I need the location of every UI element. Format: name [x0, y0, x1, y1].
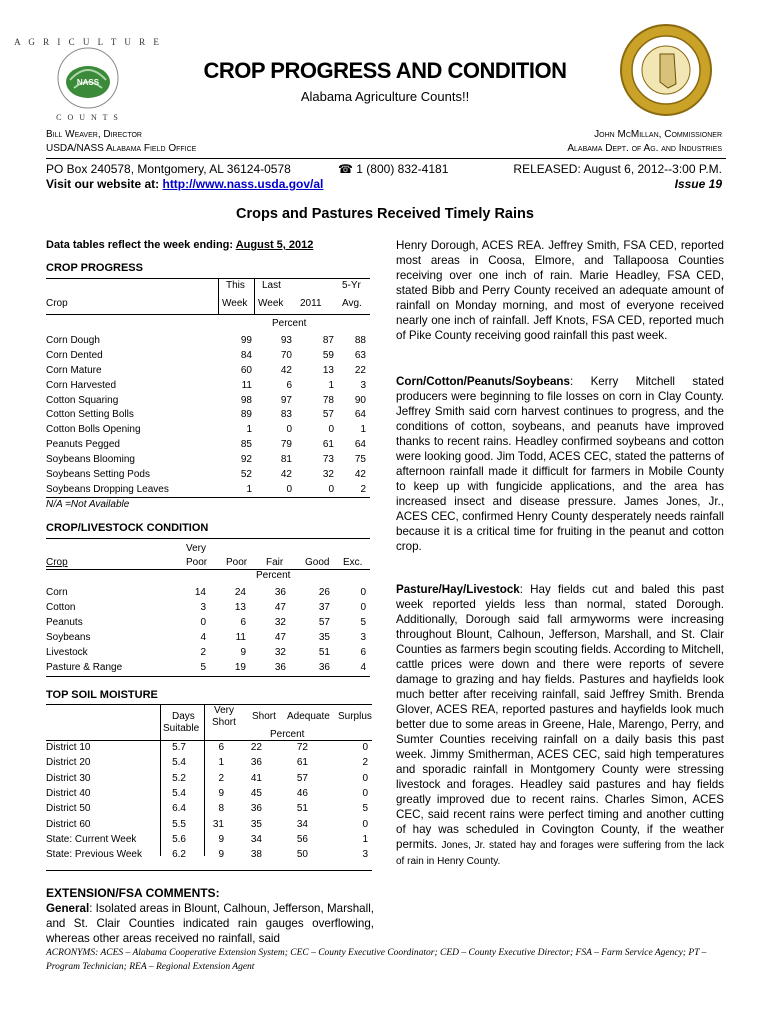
cond-cell: 3 — [360, 632, 366, 643]
cp-cell: 1 — [360, 424, 366, 436]
cond-cell: 6 — [360, 647, 366, 658]
week-ending-date: August 5, 2012 — [235, 239, 314, 251]
cp-cell: 1 — [246, 424, 252, 436]
soil-cell: 35 — [250, 818, 262, 830]
issue-number: Issue 19 — [674, 177, 722, 191]
soil-cell: 38 — [250, 849, 262, 861]
cond-head-fair: Fair — [266, 557, 284, 568]
soil-cell: 34 — [296, 818, 308, 830]
soil-row — [46, 816, 368, 831]
cp-cell: 0 — [328, 424, 334, 436]
soil-cell: 1 — [362, 833, 368, 845]
soil-cell: 34 — [250, 833, 262, 845]
cp-head-5yr: 5-Yr — [342, 280, 361, 291]
cp-cell: 32 — [322, 468, 334, 480]
soil-head-short: Short — [252, 711, 276, 722]
cp-cell: 78 — [322, 394, 334, 406]
cp-cell: 57 — [322, 409, 334, 421]
general-label: General — [46, 902, 90, 915]
cond-cell: 47 — [274, 602, 286, 613]
soil-cell: 46 — [296, 788, 308, 800]
cp-cell: 3 — [360, 379, 366, 391]
cond-cell: 6 — [240, 617, 246, 628]
cp-note: N/A =Not Available — [46, 499, 130, 510]
cp-head-2011: 2011 — [300, 298, 322, 309]
cond-cell: 47 — [274, 632, 286, 643]
cp-bottom-rule — [46, 497, 370, 498]
cp-cell: 89 — [240, 409, 252, 421]
cp-cell: 97 — [280, 394, 292, 406]
cond-cell: 9 — [240, 647, 246, 658]
cp-cell: 22 — [354, 364, 366, 376]
cp-cell: 60 — [240, 364, 252, 376]
cp-cell: 88 — [354, 334, 366, 346]
cp-head-avg: Avg. — [342, 298, 362, 309]
cond-bottom-rule — [46, 676, 370, 677]
cp-cell: 52 — [240, 468, 252, 480]
cp-head-last: Last — [262, 280, 281, 291]
soil-title: TOP SOIL MOISTURE — [46, 689, 158, 701]
p3-text: : Hay fields cut and baled this past week reported yields less than normal, stated Dorough. Additionally, Dorough said fall armyworms were increasing throughout Blount, Calhoun, Jefferson, Marshall, and St. Clair Counties as farmers begin scouting fields. According to Mitchell, cattle prices were down and there were reports of severe damage to grazing and hay fields. Pastures and hayfields look much better after receiving rainfall, said Jeffrey Smith. Brenda Glover, ACES REA, reported pastures and hayfields look much better due to some areas in Greene, Hale, Marengo, Perry, and Sumter Counties receiving rainfall on a daily basis this past week. Jimmy Smitherman, ACES CEC, said high temperatures and sporadic rainfall in Montgomery County were stressing livestock and forages. Headley said pastures and hay fields greatly improved due to recent rains. Charles Simon, ACES CEC, said recent rains were perfect timing and another cutting of hay was scheduled in Covington County, if the weather permits. — [396, 583, 725, 851]
website — [46, 177, 323, 191]
cp-row — [46, 467, 366, 482]
cp-row — [46, 452, 366, 467]
cond-cell: 11 — [235, 632, 246, 643]
cp-cell: Soybeans Blooming — [46, 454, 135, 466]
cond-cell: 36 — [318, 662, 330, 673]
cond-row — [46, 600, 366, 615]
cp-cell: 93 — [280, 334, 292, 346]
p3-small: Jones, Jr. stated hay and forages were suffering from the lack of rain in Henry County. — [396, 840, 724, 867]
cp-row — [46, 378, 366, 393]
cond-head-poor: Poor — [226, 557, 248, 568]
soil-cell: 5.5 — [172, 818, 186, 830]
cp-head-week2: Week — [258, 298, 284, 309]
cond-cell: 3 — [200, 602, 206, 613]
soil-cell: 0 — [362, 788, 368, 800]
acronyms: ACRONYMS: ACES – Alabama Cooperative Extension System; CEC – County Executive Coordinator; CED – County Executive Director; FSA – Farm Service Agency; PT – Program Technician; REA – Regional Extension Agent — [46, 948, 707, 972]
soil-row — [46, 847, 368, 862]
soil-cell: 5 — [362, 803, 368, 815]
cp-cell: 61 — [322, 439, 334, 451]
cond-head-crop: Crop — [46, 557, 68, 568]
crop-progress-title: CROP PROGRESS — [46, 262, 143, 274]
soil-cell: 6.4 — [172, 803, 186, 815]
cp-cell: 2 — [360, 483, 366, 495]
soil-cell: 8 — [218, 803, 224, 815]
soil-cell: 31 — [212, 818, 224, 830]
cond-cell: Soybeans — [46, 632, 91, 643]
cond-cell: 19 — [234, 662, 246, 673]
cp-cell: Cotton Squaring — [46, 394, 119, 406]
week-ending — [46, 239, 313, 251]
soil-cell: 6 — [218, 742, 224, 754]
cond-cell: 36 — [274, 662, 286, 673]
soil-cell: 72 — [296, 742, 308, 754]
soil-cell: 61 — [296, 757, 308, 769]
soil-cell: 5.4 — [172, 757, 186, 769]
right-p3 — [396, 582, 724, 869]
cond-cell: 0 — [360, 587, 366, 598]
page-title: CROP PROGRESS AND CONDITION — [203, 58, 567, 83]
cond-cell: 37 — [318, 602, 330, 613]
soil-row — [46, 832, 368, 847]
week-ending-label: Data tables reflect the week ending: — [46, 239, 234, 251]
cp-cell: 0 — [286, 424, 292, 436]
general-text: : Isolated areas in Blount, Calhoun, Jefferson, Marshall, and St. Clair Counties indicated rain gauges overflowing, whereas other areas received no rainfall, said — [46, 902, 374, 945]
soil-table — [46, 740, 368, 862]
cond-row — [46, 645, 366, 660]
director-name: Bill Weaver, Director — [46, 129, 142, 140]
p2-text: : Kerry Mitchell stated producers were beginning to file losses on corn in Clay County. Jeffrey Smith said corn harvest continues to progress, and the conditions of cotton, soybeans, and peanuts have improved thanks to recent rains. Headley confirmed soybeans and cotton were looking good. Jim Todd, ACES CEC, stated the patterns of afternoon rainfall made it difficult for farmers in Mobile County to keep up with fungicide applications, and the area has increased insect and disease pressure. James Jones, Jr., ACES CEC, confirmed Henry County desperately needs rainfall because it is a critical time for fruiting in the peanut and cotton crop. — [396, 375, 724, 553]
soil-head-surplus: Surplus — [338, 711, 372, 722]
soil-header — [46, 704, 372, 740]
soil-cell: 5.7 — [172, 742, 186, 754]
cond-head-exc: Exc. — [343, 557, 363, 568]
cp-cell: 42 — [280, 364, 292, 376]
cond-head-vpoor: Poor — [186, 557, 208, 568]
cond-cell: 5 — [200, 662, 206, 673]
soil-cell: 2 — [362, 757, 368, 769]
right-p1: Henry Dorough, ACES REA. Jeffrey Smith, FSA CED, reported most areas in Coosa, Elmore, and Tallapoosa Counties receiving over one inch of rain. Marie Headley, FSA CED, stated Bibb and Perry County received an adequate amount of rainfall on Monday morning, and most of everyone received nearly one inch of rainfall. Jeff Knots, FSA CED, reported much of Pike County receiving good rainfall this past week. — [396, 239, 724, 342]
cp-cell: 79 — [280, 439, 292, 451]
cp-cell: Corn Mature — [46, 364, 102, 376]
cond-head-very: Very — [186, 543, 207, 554]
cond-rule2 — [46, 569, 370, 570]
phone-icon: ☎ — [338, 162, 353, 176]
p3-label: Pasture/Hay/Livestock — [396, 583, 520, 596]
p2-label: Corn/Cotton/Peanuts/Soybeans — [396, 375, 570, 388]
released: RELEASED: August 6, 2012--3:00 P.M. — [513, 162, 722, 176]
soil-row — [46, 755, 368, 770]
cond-cell: 2 — [200, 647, 206, 658]
cp-cell: 13 — [322, 364, 334, 376]
cp-row — [46, 363, 366, 378]
cond-cell: 0 — [360, 602, 366, 613]
soil-cell: 9 — [218, 788, 224, 800]
soil-cell: 0 — [362, 818, 368, 830]
website-label: Visit our website at: — [46, 177, 160, 191]
cond-cell: 24 — [234, 587, 246, 598]
cp-cell: 1 — [246, 483, 252, 495]
cp-head-crop: Crop — [46, 298, 68, 309]
soil-row — [46, 771, 368, 786]
cond-rule — [46, 538, 370, 539]
cond-cell: 0 — [200, 617, 206, 628]
phone — [338, 162, 448, 176]
cp-cell: 0 — [328, 483, 334, 495]
cp-cell: 6 — [286, 379, 292, 391]
cp-cell: 73 — [322, 454, 334, 466]
cond-cell: 57 — [318, 617, 330, 628]
cp-cell: Cotton Bolls Opening — [46, 424, 141, 436]
soil-cell: District 30 — [46, 772, 91, 784]
cp-head-week1: Week — [222, 298, 248, 309]
headline: Crops and Pastures Received Timely Rains — [236, 206, 534, 222]
soil-cell: 9 — [218, 833, 224, 845]
soil-cell: 5.2 — [172, 772, 186, 784]
cp-cell: Peanuts Pegged — [46, 439, 120, 451]
soil-cell: District 20 — [46, 757, 91, 769]
cond-cell: Livestock — [46, 647, 88, 658]
cond-row — [46, 630, 366, 645]
cp-cell: 83 — [280, 409, 292, 421]
soil-cell: 45 — [250, 788, 262, 800]
extension-title: EXTENSION/FSA COMMENTS: — [46, 886, 220, 900]
soil-cell: 6.2 — [172, 849, 186, 861]
soil-cell: 56 — [296, 833, 308, 845]
commissioner-office: Alabama Dept. of Ag. and Industries — [567, 143, 722, 154]
cond-cell: 32 — [274, 617, 286, 628]
cond-cell: 51 — [318, 647, 330, 658]
cond-cell: Peanuts — [46, 617, 83, 628]
cp-cell: Soybeans Dropping Leaves — [46, 483, 169, 495]
soil-cell: 22 — [250, 742, 262, 754]
cond-cell: 36 — [274, 587, 286, 598]
cp-cell: 85 — [240, 439, 252, 451]
cp-cell: Corn Dough — [46, 334, 100, 346]
soil-cell: 1 — [218, 757, 224, 769]
cp-cell: 81 — [280, 454, 292, 466]
crop-progress-header — [46, 280, 370, 316]
cp-cell: 63 — [354, 349, 366, 361]
cp-cell: 90 — [354, 394, 366, 406]
cond-cell: 35 — [318, 632, 330, 643]
soil-cell: District 50 — [46, 803, 91, 815]
cp-row — [46, 393, 366, 408]
cp-cell: 59 — [322, 349, 334, 361]
cp-unit: Percent — [272, 318, 307, 329]
crop-progress-table — [46, 333, 366, 497]
header-divider — [46, 158, 726, 159]
cp-cell: 92 — [240, 454, 252, 466]
cp-cell: 99 — [240, 334, 252, 346]
soil-cell: 0 — [362, 772, 368, 784]
phone-number: 1 (800) 832-4181 — [356, 162, 449, 176]
soil-cell: 3 — [362, 849, 368, 861]
crop-progress-rule — [46, 278, 370, 279]
soil-cell: 36 — [250, 757, 262, 769]
cp-cell: 64 — [354, 409, 366, 421]
soil-cell: District 10 — [46, 742, 91, 754]
address: PO Box 240578, Montgomery, AL 36124-0578 — [46, 162, 291, 176]
cp-cell: 75 — [354, 454, 366, 466]
soil-row — [46, 786, 368, 801]
soil-cell: 36 — [250, 803, 262, 815]
cp-cell: 87 — [322, 334, 334, 346]
soil-head-very: Very — [214, 705, 235, 716]
cond-cell: 4 — [200, 632, 206, 643]
soil-cell: 0 — [362, 742, 368, 754]
cp-cell: 0 — [286, 483, 292, 495]
website-link[interactable]: http://www.nass.usda.gov/al — [162, 177, 324, 191]
condition-table — [46, 585, 366, 675]
cond-cell: 4 — [360, 662, 366, 673]
cp-cell: Soybeans Setting Pods — [46, 468, 150, 480]
soil-cell: 5.4 — [172, 788, 186, 800]
cp-row — [46, 437, 366, 452]
cond-cell: 5 — [360, 617, 366, 628]
cp-row — [46, 333, 366, 348]
cond-cell: Corn — [46, 587, 68, 598]
soil-unit: Percent — [270, 729, 305, 740]
cp-row — [46, 407, 366, 422]
cp-cell: 70 — [280, 349, 292, 361]
soil-cell: 57 — [296, 772, 308, 784]
soil-cell: 5.6 — [172, 833, 186, 845]
soil-cell: 9 — [218, 849, 224, 861]
cp-row — [46, 422, 366, 437]
soil-bottom-rule — [46, 870, 372, 871]
cp-cell: 98 — [240, 394, 252, 406]
cp-cell: 42 — [280, 468, 292, 480]
soil-cell: State: Previous Week — [46, 849, 142, 861]
cp-rule2 — [46, 314, 370, 315]
cond-cell: 26 — [318, 587, 330, 598]
director-office: USDA/NASS Alabama Field Office — [46, 143, 197, 154]
soil-head-vshort: Short — [212, 717, 236, 728]
cp-vline — [254, 278, 255, 314]
cp-cell: 84 — [240, 349, 252, 361]
cond-cell: 32 — [274, 647, 286, 658]
soil-cell: District 40 — [46, 788, 91, 800]
soil-cell: State: Current Week — [46, 833, 137, 845]
cp-cell: Corn Dented — [46, 349, 103, 361]
cond-cell: Pasture & Range — [46, 662, 123, 673]
soil-cell: 2 — [218, 772, 224, 784]
cp-cell: Corn Harvested — [46, 379, 117, 391]
nass-badge: NASS — [76, 78, 100, 87]
soil-cell: District 60 — [46, 818, 91, 830]
cond-row — [46, 615, 366, 630]
cond-cell: Cotton — [46, 602, 76, 613]
cp-head-this: This — [226, 280, 245, 291]
cp-cell: 1 — [328, 379, 334, 391]
commissioner-name: John McMillan, Commissioner — [594, 129, 722, 140]
soil-cell: 50 — [296, 849, 308, 861]
page-subtitle: Alabama Agriculture Counts!! — [300, 89, 470, 104]
soil-cell: 41 — [250, 772, 262, 784]
cond-cell: 13 — [234, 602, 246, 613]
soil-head-adequate: Adequate — [287, 711, 330, 722]
right-p2 — [396, 374, 724, 554]
cp-cell: 64 — [354, 439, 366, 451]
extension-general — [46, 901, 374, 945]
cond-row — [46, 660, 366, 675]
soil-head-days: Days — [172, 711, 195, 722]
cp-row — [46, 348, 366, 363]
cp-row — [46, 482, 366, 497]
cp-vline-2 — [218, 278, 219, 314]
cp-cell: 11 — [241, 379, 252, 391]
soil-head-suitable: Suitable — [163, 723, 200, 734]
cond-unit: Percent — [256, 570, 291, 581]
soil-row — [46, 801, 368, 816]
cond-cell: 14 — [194, 587, 206, 598]
soil-row — [46, 740, 368, 755]
svg-text:A G R I C U L T U R E: A G R I C U L T U R E — [14, 37, 162, 47]
condition-title: CROP/LIVESTOCK CONDITION — [46, 522, 209, 534]
cond-row — [46, 585, 366, 600]
soil-cell: 51 — [296, 803, 308, 815]
cp-cell: 42 — [354, 468, 366, 480]
cond-head-good: Good — [305, 557, 330, 568]
svg-text:C O U N T S: C O U N T S — [56, 113, 120, 122]
cp-cell: Cotton Setting Bolls — [46, 409, 134, 421]
